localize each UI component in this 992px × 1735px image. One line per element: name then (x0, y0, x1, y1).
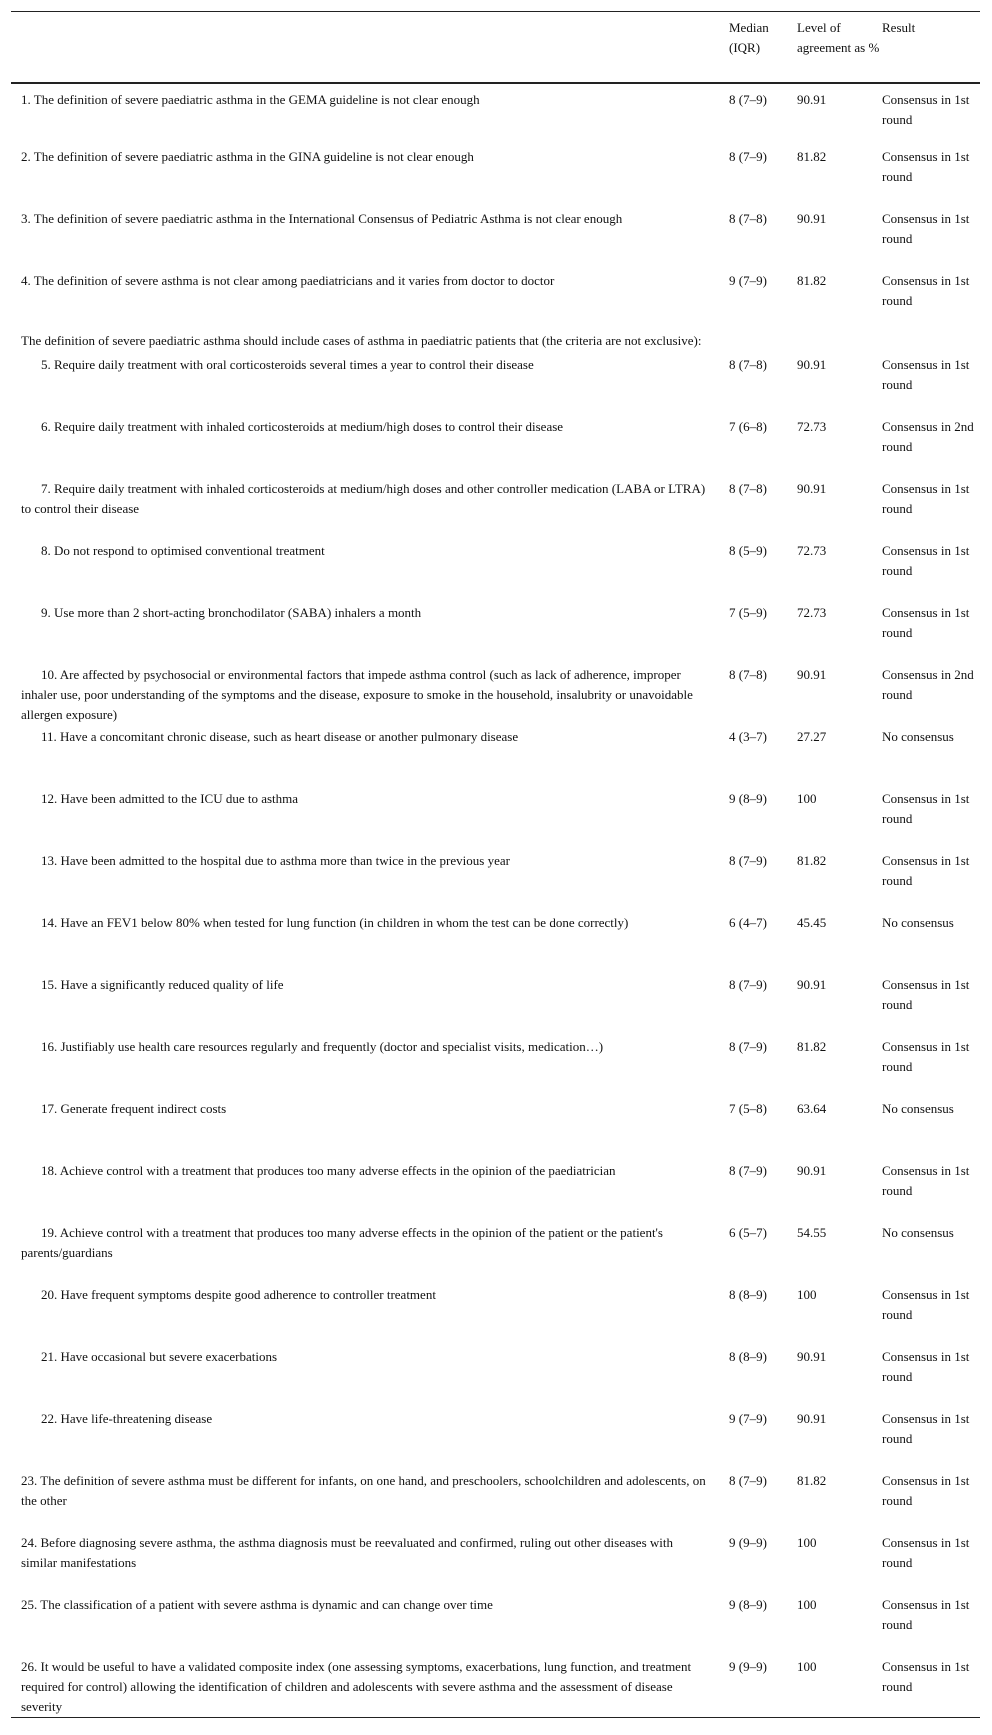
statement-number: 12. (41, 790, 58, 806)
agreement-cell: 90.91 (797, 1410, 827, 1426)
statement-cell (11, 1035, 729, 1097)
statement-text: Have a concomitant chronic disease, such as heart disease or another pulmonary disease (60, 728, 519, 744)
table-row (11, 539, 980, 601)
statement-cell (11, 269, 729, 331)
statement-text: It would be useful to have a validated composite index (one assessing symptoms, exacerbations, lung function, and treatment required for control) allowing the identification of children and adolescents with severe asthma and the assessment of disease severity (21, 1658, 692, 1714)
median-cell: 8 (7–9) (729, 976, 767, 992)
table-body (11, 83, 980, 1718)
agreement-cell: 90.91 (797, 91, 827, 107)
median-cell: 9 (7–9) (729, 272, 767, 288)
result-cell: Consensus in 1st round (882, 852, 970, 888)
consensus-table (11, 11, 980, 1718)
statement-number: 21. (41, 1348, 58, 1364)
statement-cell (11, 787, 729, 849)
statement-number: 7. (41, 480, 51, 496)
statement-text: Before diagnosing severe asthma, the asthma diagnosis must be reevaluated and confirmed, ruling out other diseases with similar manifestations (21, 1534, 673, 1570)
statement-number: 18. (41, 1162, 58, 1178)
median-cell: 8 (7–9) (729, 1472, 767, 1488)
median-cell: 8 (8–9) (729, 1286, 767, 1302)
statement-cell (11, 1593, 729, 1655)
median-cell: 4 (3–7) (729, 728, 767, 744)
result-cell: Consensus in 1st round (882, 210, 970, 246)
table-row (11, 601, 980, 663)
result-cell: Consensus in 1st round (882, 542, 970, 578)
statement-cell (11, 1221, 729, 1283)
median-cell: 9 (7–9) (729, 1410, 767, 1426)
statement-text: Have a significantly reduced quality of life (60, 976, 284, 992)
agreement-cell: 72.73 (797, 542, 827, 558)
statement-number: 22. (41, 1410, 58, 1426)
statement-number: 15. (41, 976, 58, 992)
agreement-cell: 54.55 (797, 1224, 827, 1240)
agreement-cell: 90.91 (797, 210, 827, 226)
table-row (11, 1283, 980, 1345)
statement-number: 16. (41, 1038, 58, 1054)
statement-text: Have occasional but severe exacerbations (60, 1348, 278, 1364)
agreement-cell: 81.82 (797, 1038, 827, 1054)
result-cell: Consensus in 1st round (882, 272, 970, 308)
table-row (11, 1159, 980, 1221)
statement-text: Are affected by psychosocial or environmental factors that impede asthma control (such as lack of adherence, improper inhaler use, poor understanding of the symptoms and the disease, exposure to smoke in the household, insalubrity or unavoidable allergen exposure) (21, 666, 693, 722)
statement-number: 8. (41, 542, 51, 558)
table-row (11, 269, 980, 331)
statement-number: 2. (21, 148, 31, 164)
statement-cell (11, 145, 729, 207)
statement-text: The definition of severe asthma must be different for infants, on one hand, and preschoolers, schoolchildren and adolescents, on the other (21, 1472, 706, 1508)
agreement-cell: 81.82 (797, 852, 827, 868)
result-cell: Consensus in 1st round (882, 356, 970, 392)
agreement-cell: 27.27 (797, 728, 827, 744)
median-cell: 8 (7–9) (729, 852, 767, 868)
result-cell: Consensus in 1st round (882, 148, 970, 184)
median-cell: 8 (7–8) (729, 210, 767, 226)
table-row (11, 973, 980, 1035)
median-cell: 8 (7–8) (729, 356, 767, 372)
agreement-cell: 81.82 (797, 148, 827, 164)
statement-cell (11, 539, 729, 601)
result-cell: Consensus in 1st round (882, 1655, 980, 1718)
statement-text: Have been admitted to the ICU due to asthma (60, 790, 299, 806)
table-row (11, 1469, 980, 1531)
statement-cell (11, 207, 729, 269)
median-cell: 9 (8–9) (729, 790, 767, 806)
statement-text: Achieve control with a treatment that produces too many adverse effects in the opinion of the patient or the patient's parents/guardians (21, 1224, 663, 1260)
result-cell: Consensus in 1st round (882, 604, 970, 640)
statement-number: 23. (21, 1472, 38, 1488)
statement-cell (11, 911, 729, 973)
statement-text: Justifiably use health care resources regularly and frequently (doctor and specialist visits, medication…) (60, 1038, 604, 1054)
result-cell: Consensus in 1st round (882, 480, 970, 516)
statement-number: 4. (21, 272, 31, 288)
table-row (11, 849, 980, 911)
statement-cell (11, 663, 729, 725)
statement-cell (11, 1407, 729, 1469)
result-cell: Consensus in 1st round (882, 1162, 970, 1198)
table-row (11, 415, 980, 477)
table-row (11, 1531, 980, 1593)
statement-text: Achieve control with a treatment that produces too many adverse effects in the opinion of the paediatrician (59, 1162, 616, 1178)
agreement-cell: 63.64 (797, 1100, 827, 1116)
median-cell: 8 (7–9) (729, 1038, 767, 1054)
statement-cell (11, 1345, 729, 1407)
statement-number: 3. (21, 210, 31, 226)
statement-number: 10. (41, 666, 58, 682)
median-cell: 8 (7–8) (729, 480, 767, 496)
statement-cell (11, 1283, 729, 1345)
median-cell: 8 (7–9) (729, 91, 767, 107)
agreement-cell: 100 (797, 1596, 817, 1612)
statement-cell (11, 83, 729, 145)
agreement-cell: 100 (797, 1655, 882, 1718)
agreement-cell: 90.91 (797, 976, 827, 992)
statement-number: 9. (41, 604, 51, 620)
statement-number: 5. (41, 356, 51, 372)
table-row (11, 1655, 980, 1718)
table-row (11, 1345, 980, 1407)
table-row (11, 207, 980, 269)
statement-number: 6. (41, 418, 51, 434)
statement-text: Have been admitted to the hospital due to asthma more than twice in the previous year (60, 852, 510, 868)
statement-text: The definition of severe paediatric asthma in the International Consensus of Pediatric Asthma is not clear enough (33, 210, 623, 226)
result-cell: Consensus in 1st round (882, 1472, 970, 1508)
median-cell: 9 (8–9) (729, 1596, 767, 1612)
statement-cell (11, 973, 729, 1035)
result-cell: Consensus in 1st round (882, 1534, 970, 1570)
table-row (11, 787, 980, 849)
result-cell: No consensus (882, 914, 954, 930)
result-cell: No consensus (882, 1224, 954, 1240)
statement-text: Have an FEV1 below 80% when tested for lung function (in children in whom the test can be done correctly) (60, 914, 629, 930)
table-row (11, 1035, 980, 1097)
header-statement (11, 12, 729, 83)
table-row (11, 1097, 980, 1159)
statement-text: Require daily treatment with inhaled corticosteroids at medium/high doses and other controller medication (LABA or LTRA) to control their disease (21, 480, 706, 516)
statement-text: Have frequent symptoms despite good adherence to controller treatment (60, 1286, 436, 1302)
table-row (11, 145, 980, 207)
median-cell: 7 (5–8) (729, 1100, 767, 1116)
statement-text: Generate frequent indirect costs (60, 1100, 227, 1116)
agreement-cell: 100 (797, 790, 817, 806)
statement-number: 14. (41, 914, 58, 930)
result-cell: Consensus in 1st round (882, 1038, 970, 1074)
table-row (11, 353, 980, 415)
statement-number: 17. (41, 1100, 58, 1116)
result-cell: Consensus in 1st round (882, 976, 970, 1012)
median-cell: 6 (5–7) (729, 1224, 767, 1240)
agreement-cell: 81.82 (797, 1472, 827, 1488)
statement-cell (11, 1469, 729, 1531)
statement-text: Require daily treatment with inhaled corticosteroids at medium/high doses to control their disease (54, 418, 564, 434)
result-cell: Consensus in 1st round (882, 790, 970, 826)
statement-text: Require daily treatment with oral corticosteroids several times a year to control their disease (54, 356, 534, 372)
statement-number: 26. (21, 1658, 38, 1674)
median-cell: 8 (8–9) (729, 1348, 767, 1364)
median-cell: 7 (5–9) (729, 604, 767, 620)
section-row (11, 331, 980, 353)
statement-cell (11, 477, 729, 539)
result-cell: Consensus in 1st round (882, 1596, 970, 1632)
median-cell: 8 (5–9) (729, 542, 767, 558)
result-cell: Consensus in 1st round (882, 1286, 970, 1322)
agreement-cell: 90.91 (797, 480, 827, 496)
result-cell: Consensus in 1st round (882, 1348, 970, 1384)
statement-text: The definition of severe asthma is not clear among paediatricians and it varies from doctor to doctor (33, 272, 555, 288)
statement-number: 24. (21, 1534, 38, 1550)
result-cell: No consensus (882, 728, 954, 744)
result-cell: Consensus in 2nd round (882, 666, 974, 702)
table-row (11, 725, 980, 787)
statement-cell (11, 1097, 729, 1159)
statement-text: The classification of a patient with severe asthma is dynamic and can change over time (40, 1596, 493, 1612)
table-row (11, 911, 980, 973)
median-cell: 8 (7–9) (729, 1162, 767, 1178)
agreement-cell: 72.73 (797, 604, 827, 620)
agreement-cell: 100 (797, 1286, 817, 1302)
agreement-cell: 45.45 (797, 914, 827, 930)
statement-number: 1. (21, 91, 31, 107)
statement-cell (11, 353, 729, 415)
statement-number: 20. (41, 1286, 58, 1302)
median-cell: 6 (4–7) (729, 914, 767, 930)
median-cell: 9 (9–9) (729, 1655, 797, 1718)
header-agreement: Level of agreement as % (797, 12, 882, 83)
statement-text: The definition of severe paediatric asthma in the GEMA guideline is not clear enough (33, 91, 480, 107)
table-row (11, 663, 980, 725)
agreement-cell: 72.73 (797, 418, 827, 434)
statement-number: 13. (41, 852, 58, 868)
statement-cell (11, 1531, 729, 1593)
statement-cell (11, 415, 729, 477)
table-row (11, 1407, 980, 1469)
statement-text: Do not respond to optimised conventional treatment (54, 542, 325, 558)
statement-number: 11. (41, 728, 57, 744)
median-cell: 8 (7–9) (729, 148, 767, 164)
median-cell: 8 (7–8) (729, 666, 767, 682)
statement-text: The definition of severe paediatric asthma in the GINA guideline is not clear enough (33, 148, 474, 164)
statement-text: Have life-threatening disease (60, 1410, 213, 1426)
result-cell: Consensus in 1st round (882, 1410, 970, 1446)
section-label: The definition of severe paediatric asthma should include cases of asthma in paediatric patients that (the criteria are not exclusive): (21, 332, 702, 348)
result-cell: Consensus in 1st round (882, 91, 970, 127)
agreement-cell: 90.91 (797, 356, 827, 372)
statement-cell (11, 601, 729, 663)
statement-number: 25. (21, 1596, 38, 1612)
header-row (11, 12, 980, 83)
agreement-cell: 81.82 (797, 272, 827, 288)
median-cell: 7 (6–8) (729, 418, 767, 434)
result-cell: No consensus (882, 1100, 954, 1116)
table-row (11, 477, 980, 539)
result-cell: Consensus in 2nd round (882, 418, 974, 454)
agreement-cell: 100 (797, 1534, 817, 1550)
statement-number: 19. (41, 1224, 58, 1240)
agreement-cell: 90.91 (797, 666, 827, 682)
statement-cell (11, 725, 729, 787)
table-row (11, 1221, 980, 1283)
statement-cell (11, 849, 729, 911)
median-cell: 9 (9–9) (729, 1534, 767, 1550)
statement-text: Use more than 2 short-acting bronchodilator (SABA) inhalers a month (54, 604, 422, 620)
header-median: Median (IQR) (729, 12, 797, 83)
table-header (11, 12, 980, 83)
agreement-cell: 90.91 (797, 1348, 827, 1364)
header-result: Result (882, 12, 980, 83)
agreement-cell: 90.91 (797, 1162, 827, 1178)
table-row (11, 1593, 980, 1655)
statement-cell (11, 1159, 729, 1221)
statement-cell (11, 1655, 729, 1718)
table-row (11, 83, 980, 145)
